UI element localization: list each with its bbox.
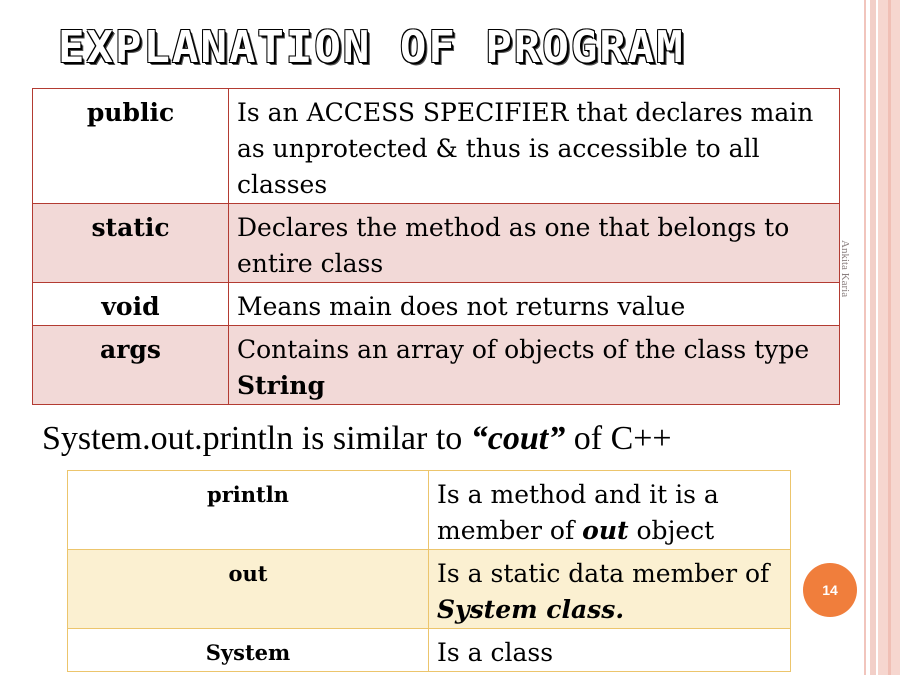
description-text: Is a static data member of	[437, 559, 770, 588]
description-emphasis: System class.	[437, 595, 625, 624]
description-cell: Declares the method as one that belongs to entire class	[229, 204, 840, 283]
page-number-badge: 14	[803, 563, 857, 617]
description-bold: String	[237, 371, 325, 400]
description-cell	[429, 471, 791, 550]
description-cell: Means main does not returns value	[229, 283, 840, 326]
decor-stripe	[870, 0, 876, 675]
println-table	[67, 470, 791, 672]
table-row	[33, 283, 840, 326]
author-watermark: Ankita Karia	[839, 240, 851, 298]
keywords-table	[32, 88, 840, 405]
keyword-cell: args	[33, 326, 229, 405]
keyword-cell: System	[68, 629, 429, 672]
comparison-statement	[42, 420, 672, 458]
keyword-cell: static	[33, 204, 229, 283]
description-cell	[429, 550, 791, 629]
statement-text-end: of C++	[565, 420, 672, 457]
description-text-end: object	[628, 516, 715, 545]
description-text: Contains an array of objects of the class type	[237, 335, 810, 364]
table-row	[68, 629, 791, 672]
description-cell: Is a class	[429, 629, 791, 672]
keyword-cell: println	[68, 471, 429, 550]
keyword-cell: void	[33, 283, 229, 326]
keyword-cell: public	[33, 89, 229, 204]
decor-stripe	[888, 0, 891, 675]
description-emphasis: out	[582, 516, 629, 545]
table-row	[68, 471, 791, 550]
description-cell	[229, 326, 840, 405]
table-row	[33, 326, 840, 405]
keyword-cell: out	[68, 550, 429, 629]
description-text: Is a method and it is a member of	[437, 480, 719, 545]
statement-highlight: “cout”	[470, 420, 566, 457]
table-row	[68, 550, 791, 629]
description-cell: Is an ACCESS SPECIFIER that declares main as unprotected & thus is accessible to all classes	[229, 89, 840, 204]
statement-text: System.out.println is similar to	[42, 420, 471, 457]
table-row	[33, 89, 840, 204]
decor-stripe	[864, 0, 866, 675]
table-row	[33, 204, 840, 283]
slide-title: EXPLANATION OF PROGRAM	[58, 22, 685, 73]
